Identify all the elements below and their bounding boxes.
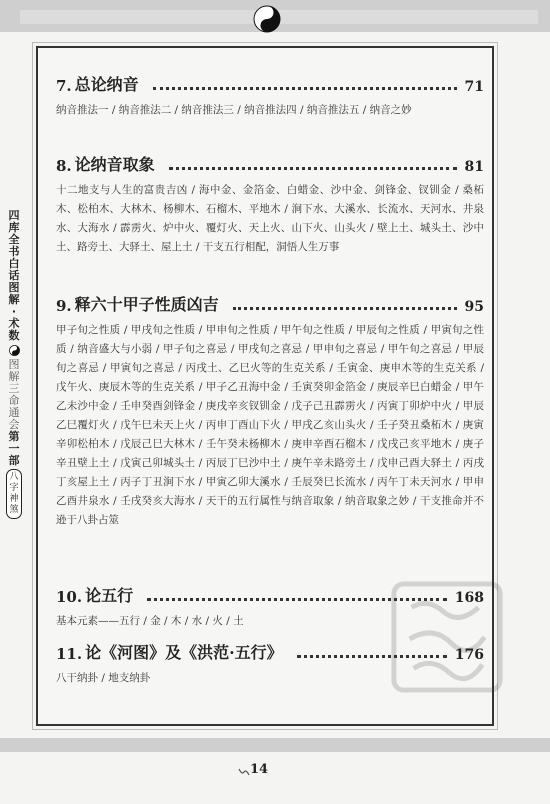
spine-category: 术数 — [8, 317, 20, 342]
toc-entry-8 — [56, 152, 484, 257]
spine-series-title: 四库全书白话图解 — [8, 209, 20, 306]
entry-page: 95 — [464, 299, 484, 315]
toc-entry-heading[interactable] — [56, 72, 484, 95]
entry-subtopics: 十二地支与人生的富贵吉凶 / 海中金、金箔金、白蜡金、沙中金、剑锋金、钗钏金 / 桑柘木、松柏木、大林木、杨柳木、石榴木、平地木 / 涧下水、大溪水、长流水、天河水、井泉水、大海水 / 霹雳火、炉中火、覆灯火、天上火、山下火、山头火 / 壁上土、城头土、沙中土、路旁土、大驿土、屋上土 / 干支五行相配，洞悟人生万事 — [56, 184, 484, 253]
entry-page: 168 — [454, 590, 484, 606]
toc-entry-9 — [56, 292, 484, 530]
spine-separator: · — [11, 305, 17, 318]
entry-title: 释六十甲子性质凶吉 — [74, 295, 219, 314]
page-number: 14 — [250, 762, 269, 777]
entry-page: 71 — [464, 79, 484, 95]
spine-book-title: 图解三命通会 — [8, 358, 20, 431]
entry-number: 10. — [56, 588, 83, 606]
entry-title: 论《河图》及《洪范·五行》 — [85, 643, 283, 662]
entry-number: 7. — [56, 77, 72, 95]
entry-page: 176 — [454, 647, 484, 663]
toc-entry-heading[interactable] — [56, 292, 484, 315]
entry-subtopics: 基本元素——五行 / 金 / 木 / 水 / 火 / 土 — [56, 615, 244, 627]
entry-number: 11. — [56, 645, 83, 663]
dot-leader — [169, 167, 457, 170]
spine-yin-yang-icon — [9, 345, 20, 356]
entry-title: 总论纳音 — [74, 75, 139, 94]
bottom-decorative-band — [0, 738, 550, 752]
entry-number: 9. — [56, 297, 72, 315]
entry-title: 论五行 — [85, 586, 134, 605]
toc-entry-heading[interactable] — [56, 640, 484, 663]
entry-number: 8. — [56, 157, 72, 175]
page-ornament-icon — [238, 766, 250, 778]
yin-yang-icon — [252, 4, 282, 34]
spine-part-title: 八字神煞 — [6, 469, 22, 519]
book-spine-label — [6, 210, 22, 521]
spine-part: 第一部 — [8, 430, 20, 467]
entry-subtopics: 纳音推法一 / 纳音推法二 / 纳音推法三 / 纳音推法四 / 纳音推法五 / 纳音之妙 — [56, 104, 412, 116]
toc-entry-heading[interactable] — [56, 583, 484, 606]
entry-subtopics: 甲子旬之性质 / 甲戌旬之性质 / 甲申旬之性质 / 甲午旬之性质 / 甲辰旬之性质 / 甲寅旬之性质 / 纳音盛大与小弱 / 甲子旬之喜忌 / 甲戌旬之喜忌 / 甲申旬之喜忌 / 甲午旬之喜忌 / 甲辰旬之喜忌 / 甲寅旬之喜忌 / 丙戌土、乙巳火等的生克关系 / 壬寅金、庚申木等的生克关系 / 戊午火、庚辰木等的生克关系 / 甲子乙丑海中金 / 壬寅癸卯金箔金 / 庚辰辛巳白蜡金 / 甲午乙未沙中金 / 壬申癸酉剑锋金 / 庚戌辛亥钗钏金 / 戊子己丑霹雳火 / 丙寅丁卯炉中火 / 甲辰乙巳覆灯火 / 戊午巳未天上火 / 丙申丁酉山下火 / 甲戌乙亥山头火 / 壬子癸丑桑柘木 / 庚寅辛卯松柏木 / 戊辰己巳大林木 / 壬午癸未杨柳木 / 庚申辛酉石榴木 / 戊戌己亥平地木 / 庚子辛丑壁上土 / 戊寅己卯城头土 / 丙辰丁巳沙中土 / 庚午辛未路旁土 / 戊申己酉大驿土 / 丙戌丁亥屋上土 / 丙子丁丑涧下水 / 甲寅乙卯大溪水 / 壬辰癸巳长流水 / 丙午丁未天河水 / 甲申乙酉井泉水 / 壬戌癸亥大海水 / 天干的五行属性与纳音取象 / 纳音取象之妙 / 干支推命并不逊于八卦占筮 — [56, 324, 484, 526]
dot-leader — [147, 598, 447, 601]
dot-leader — [297, 655, 447, 658]
entry-title: 论纳音取象 — [74, 155, 155, 174]
toc-entry-11 — [56, 640, 484, 688]
dot-leader — [153, 87, 457, 90]
entry-page: 81 — [464, 159, 484, 175]
toc-entry-10 — [56, 583, 484, 631]
toc-entry-7 — [56, 72, 484, 120]
dot-leader — [233, 307, 457, 310]
toc-entry-heading[interactable] — [56, 152, 484, 175]
entry-subtopics: 八干纳卦 / 地支纳卦 — [56, 672, 151, 684]
